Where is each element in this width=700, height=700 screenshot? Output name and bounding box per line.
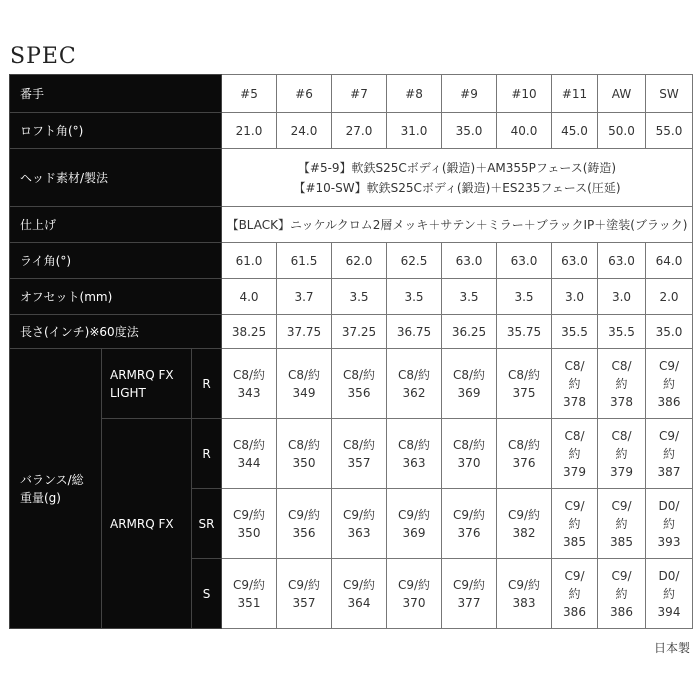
weight-cell: C9/ 約 386 (598, 559, 646, 629)
weight-cell: C8/約 357 (332, 419, 387, 489)
balance-row-fx-r (10, 419, 693, 489)
weight-cell: C8/約 349 (277, 349, 332, 419)
weight-cell: C8/約 375 (497, 349, 552, 419)
flex-label: SR (192, 489, 222, 559)
row-label-finish: 仕上げ (10, 207, 222, 243)
length-cell: 35.5 (598, 315, 646, 349)
weight-cell: C9/約 357 (277, 559, 332, 629)
length-cell: 37.75 (277, 315, 332, 349)
offset-cell: 3.7 (277, 279, 332, 315)
weight-cell: C9/ 約 387 (646, 419, 693, 489)
weight-cell: C9/約 364 (332, 559, 387, 629)
weight-cell: C8/ 約 379 (552, 419, 598, 489)
offset-cell: 3.0 (598, 279, 646, 315)
weight-cell: C8/約 344 (222, 419, 277, 489)
column-header: #5 (222, 75, 277, 113)
shaft-name-light: ARMRQ FX LIGHT (102, 349, 192, 419)
offset-cell: 2.0 (646, 279, 693, 315)
column-header: SW (646, 75, 693, 113)
weight-cell: C9/ 約 386 (646, 349, 693, 419)
finish-row (10, 207, 693, 243)
weight-cell: C9/ 約 386 (552, 559, 598, 629)
weight-cell: C9/約 356 (277, 489, 332, 559)
balance-row-light (10, 349, 693, 419)
loft-cell: 35.0 (442, 113, 497, 149)
weight-cell: C8/約 350 (277, 419, 332, 489)
length-cell: 36.75 (387, 315, 442, 349)
loft-cell: 50.0 (598, 113, 646, 149)
column-header: #10 (497, 75, 552, 113)
head-row (10, 149, 693, 207)
shaft-name-fx: ARMRQ FX (102, 419, 192, 629)
head-line-2: 【#10-SW】軟鉄S25Cボディ(鍛造)＋ES235フェース(圧延) (293, 180, 621, 195)
made-in-label: 日本製 (653, 641, 690, 655)
column-header: #11 (552, 75, 598, 113)
head-material-cell (222, 149, 693, 207)
loft-cell: 21.0 (222, 113, 277, 149)
weight-cell: C9/約 370 (387, 559, 442, 629)
lie-cell: 61.0 (222, 243, 277, 279)
loft-cell: 45.0 (552, 113, 598, 149)
length-cell: 35.0 (646, 315, 693, 349)
weight-cell: C8/約 376 (497, 419, 552, 489)
weight-cell: C9/ 約 385 (552, 489, 598, 559)
lie-cell: 62.5 (387, 243, 442, 279)
weight-cell: D0/ 約 393 (646, 489, 693, 559)
offset-cell: 3.5 (442, 279, 497, 315)
weight-cell: C9/約 382 (497, 489, 552, 559)
offset-cell: 4.0 (222, 279, 277, 315)
column-header: AW (598, 75, 646, 113)
flex-label: R (192, 349, 222, 419)
weight-cell: C9/約 383 (497, 559, 552, 629)
offset-row (10, 279, 693, 315)
flex-label: R (192, 419, 222, 489)
offset-cell: 3.5 (332, 279, 387, 315)
weight-cell: C9/約 376 (442, 489, 497, 559)
row-label-head: ヘッド素材/製法 (10, 149, 222, 207)
row-label-balance: バランス/総 重量(g) (10, 349, 102, 629)
row-label-length: 長さ(インチ)※60度法 (10, 315, 222, 349)
length-cell: 37.25 (332, 315, 387, 349)
weight-cell: C8/ 約 378 (598, 349, 646, 419)
weight-cell: C9/ 約 385 (598, 489, 646, 559)
weight-cell: C8/ 約 379 (598, 419, 646, 489)
weight-cell: C8/約 363 (387, 419, 442, 489)
row-label-number: 番手 (10, 75, 222, 113)
loft-cell: 27.0 (332, 113, 387, 149)
loft-cell: 40.0 (497, 113, 552, 149)
row-label-loft: ロフト角(°) (10, 113, 222, 149)
header-row (10, 75, 693, 113)
offset-cell: 3.5 (497, 279, 552, 315)
lie-cell: 63.0 (442, 243, 497, 279)
weight-cell: C8/約 343 (222, 349, 277, 419)
length-cell: 35.75 (497, 315, 552, 349)
weight-cell: C9/約 369 (387, 489, 442, 559)
lie-cell: 61.5 (277, 243, 332, 279)
weight-cell: C8/約 362 (387, 349, 442, 419)
lie-cell: 63.0 (497, 243, 552, 279)
column-header: #9 (442, 75, 497, 113)
row-label-offset: オフセット(mm) (10, 279, 222, 315)
lie-row (10, 243, 693, 279)
length-row (10, 315, 693, 349)
weight-cell: C9/約 363 (332, 489, 387, 559)
lie-cell: 63.0 (552, 243, 598, 279)
lie-cell: 63.0 (598, 243, 646, 279)
column-header: #8 (387, 75, 442, 113)
page-title: SPEC (10, 44, 77, 69)
offset-cell: 3.0 (552, 279, 598, 315)
offset-cell: 3.5 (387, 279, 442, 315)
weight-cell: C8/ 約 378 (552, 349, 598, 419)
loft-cell: 24.0 (277, 113, 332, 149)
column-header: #7 (332, 75, 387, 113)
weight-cell: C9/約 351 (222, 559, 277, 629)
weight-cell: D0/ 約 394 (646, 559, 693, 629)
weight-cell: C8/約 370 (442, 419, 497, 489)
length-cell: 35.5 (552, 315, 598, 349)
lie-cell: 62.0 (332, 243, 387, 279)
finish-cell: 【BLACK】ニッケルクロム2層メッキ＋サテン＋ミラー＋ブラックIP＋塗装(ブラック) (222, 207, 693, 243)
loft-row (10, 113, 693, 149)
weight-cell: C8/約 356 (332, 349, 387, 419)
column-header: #6 (277, 75, 332, 113)
weight-cell: C9/約 377 (442, 559, 497, 629)
head-line-1: 【#5-9】軟鉄S25Cボディ(鍛造)＋AM355Pフェース(鋳造) (297, 160, 617, 175)
loft-cell: 31.0 (387, 113, 442, 149)
spec-table (9, 74, 693, 629)
lie-cell: 64.0 (646, 243, 693, 279)
length-cell: 38.25 (222, 315, 277, 349)
row-label-lie: ライ角(°) (10, 243, 222, 279)
weight-cell: C9/約 350 (222, 489, 277, 559)
length-cell: 36.25 (442, 315, 497, 349)
flex-label: S (192, 559, 222, 629)
loft-cell: 55.0 (646, 113, 693, 149)
weight-cell: C8/約 369 (442, 349, 497, 419)
